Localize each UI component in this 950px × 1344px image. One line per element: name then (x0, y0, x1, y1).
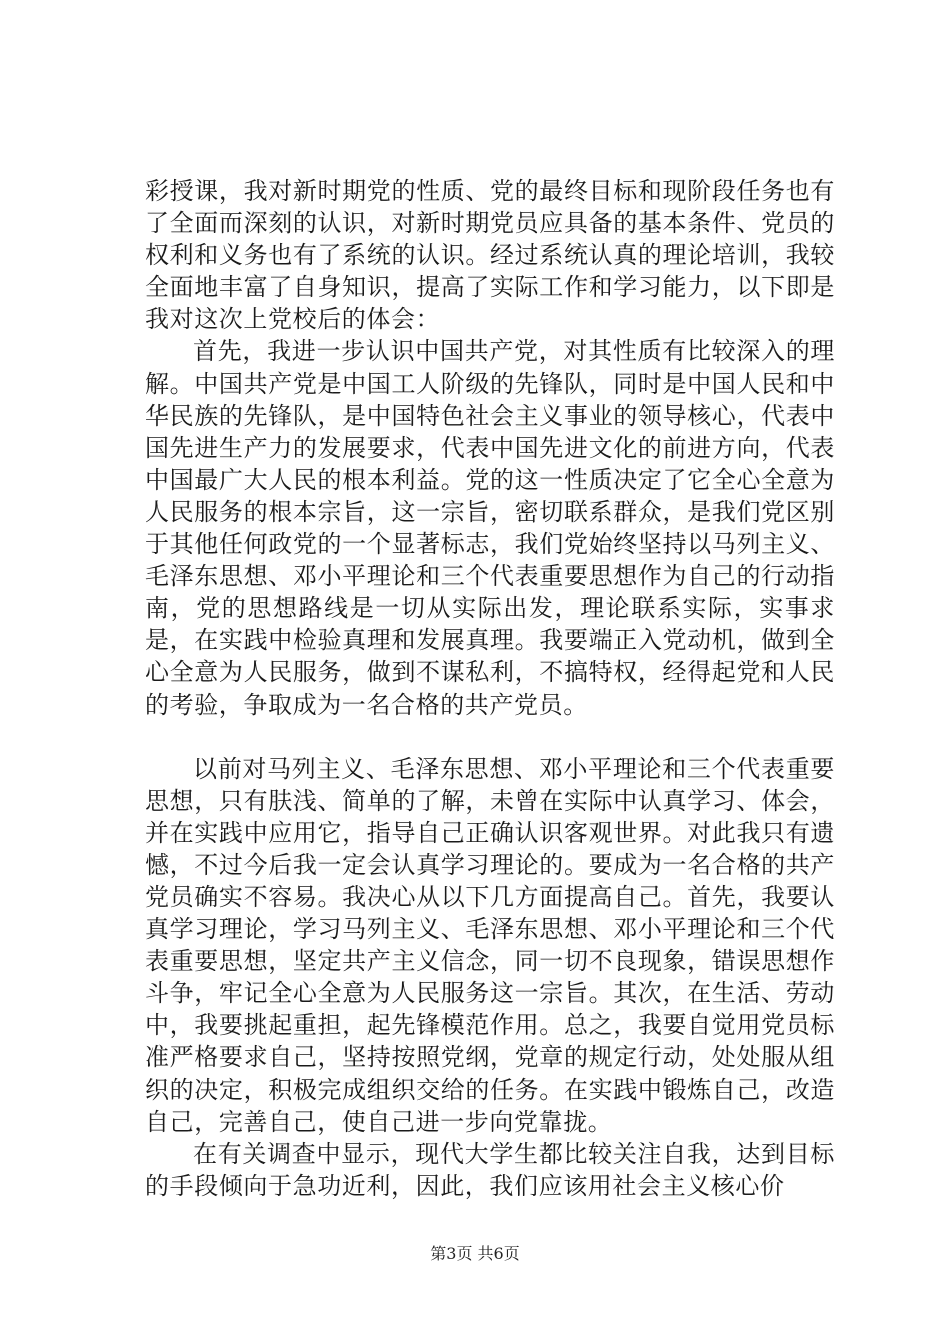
paragraph-study-theory: 以前对马列主义、毛泽东思想、邓小平理论和三个代表重要思想，只有肤浅、简单的了解，未曾在实际中认真学习、体会，并在实践中应用它，指导自己正确认识客观世界。对此我只有遗憾，不过今后我一定会认真学习理论的。要成为一名合格的共产党员确实不容易。我决心从以下几方面提高自己。首先，我要认真学习理论，学习马列主义、毛泽东思想、邓小平理论和三个代表重要思想，坚定共产主义信念，同一切不良现象，错误思想作斗争，牢记全心全意为人民服务这一宗旨。其次，在生活、劳动中，我要挑起重担，起先锋模范作用。总之，我要自觉用党员标准严格要求自己，坚持按照党纲，党章的规定行动，处处服从组织的决定，积极完成组织交给的任务。在实践中锻炼自己，改造自己，完善自己，使自己进一步向党靠拢。 (145, 754, 835, 1136)
document-body (145, 175, 835, 1202)
paragraph-understanding-party: 首先，我进一步认识中国共产党，对其性质有比较深入的理解。中国共产党是中国工人阶级的先锋队，同时是中国人民和中华民族的先锋队，是中国特色社会主义事业的领导核心，代表中国先进生产力的发展要求，代表中国先进文化的前进方向，代表中国最广大人民的根本利益。党的这一性质决定了它全心全意为人民服务的根本宗旨，这一宗旨，密切联系群众，是我们党区别于其他任何政党的一个显著标志，我们党始终坚持以马列主义、毛泽东思想、邓小平理论和三个代表重要思想作为自己的行动指南，党的思想路线是一切从实际出发，理论联系实际，实事求是，在实践中检验真理和发展真理。我要端正入党动机，做到全心全意为人民服务，做到不谋私利，不搞特权，经得起党和人民的考验，争取成为一名合格的共产党员。 (145, 337, 835, 719)
page-number: 第3页 共6页 (430, 1244, 520, 1263)
paragraph-survey: 在有关调查中显示，现代大学生都比较关注自我，达到目标的手段倾向于急功近利，因此，我们应该用社会主义核心价 (145, 1139, 835, 1200)
page-footer (0, 1244, 950, 1264)
paragraph-continuation: 彩授课，我对新时期党的性质、党的最终目标和现阶段任务也有了全面而深刻的认识，对新时期党员应具备的基本条件、党员的权利和义务也有了系统的认识。经过系统认真的理论培训，我较全面地丰富了自身知识，提高了实际工作和学习能力，以下即是我对这次上党校后的体会： (145, 177, 835, 334)
